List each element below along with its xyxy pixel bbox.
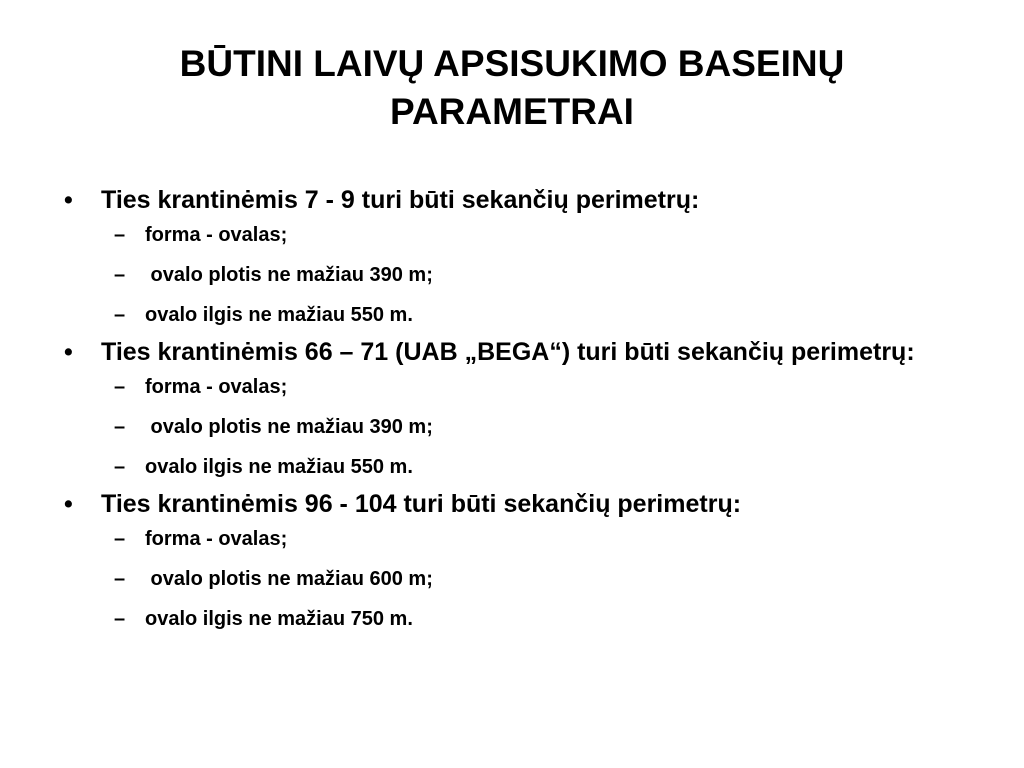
sub-item-text: ovalo plotis ne mažiau 600 m; <box>145 568 433 590</box>
bullet-marker: • <box>64 490 73 518</box>
sub-list <box>101 222 976 328</box>
bullet-item-3 <box>56 488 976 632</box>
sub-list <box>101 526 976 632</box>
sub-item <box>101 302 976 328</box>
sub-list <box>101 374 976 480</box>
sub-item-text: forma - ovalas; <box>145 528 288 550</box>
bullet-list <box>56 184 976 640</box>
bullet-marker: • <box>64 338 73 366</box>
dash-marker: – <box>114 264 126 286</box>
slide-title <box>60 40 964 136</box>
sub-item <box>101 606 976 632</box>
bullet-text: Ties krantinėmis 66 – 71 (UAB „BEGA“) turi būti sekančių perimetrų: <box>101 338 915 366</box>
sub-item-text: forma - ovalas; <box>145 376 288 398</box>
dash-marker: – <box>114 528 126 550</box>
dash-marker: – <box>114 608 126 630</box>
sub-item <box>101 526 976 552</box>
sub-item-text: ovalo ilgis ne mažiau 550 m. <box>145 456 413 478</box>
sub-item-text: ovalo ilgis ne mažiau 750 m. <box>145 608 413 630</box>
sub-item-text: ovalo ilgis ne mažiau 550 m. <box>145 304 413 326</box>
sub-item <box>101 454 976 480</box>
dash-marker: – <box>114 568 126 590</box>
sub-item <box>101 414 976 440</box>
dash-marker: – <box>114 224 126 246</box>
slide-title-line-1: BŪTINI LAIVŲ APSISUKIMO BASEINŲ <box>179 43 845 84</box>
sub-item <box>101 374 976 400</box>
dash-marker: – <box>114 416 126 438</box>
sub-item <box>101 566 976 592</box>
slide-title-line-2: PARAMETRAI <box>390 91 634 132</box>
dash-marker: – <box>114 304 126 326</box>
sub-item-text: ovalo plotis ne mažiau 390 m; <box>145 264 433 286</box>
sub-item <box>101 222 976 248</box>
dash-marker: – <box>114 456 126 478</box>
bullet-item-2 <box>56 336 976 480</box>
dash-marker: – <box>114 376 126 398</box>
bullet-text: Ties krantinėmis 7 - 9 turi būti sekančių perimetrų: <box>101 186 700 214</box>
bullet-text: Ties krantinėmis 96 - 104 turi būti sekančių perimetrų: <box>101 490 742 518</box>
sub-item-text: ovalo plotis ne mažiau 390 m; <box>145 416 433 438</box>
sub-item <box>101 262 976 288</box>
bullet-item-1 <box>56 184 976 328</box>
sub-item-text: forma - ovalas; <box>145 224 288 246</box>
bullet-marker: • <box>64 186 73 214</box>
